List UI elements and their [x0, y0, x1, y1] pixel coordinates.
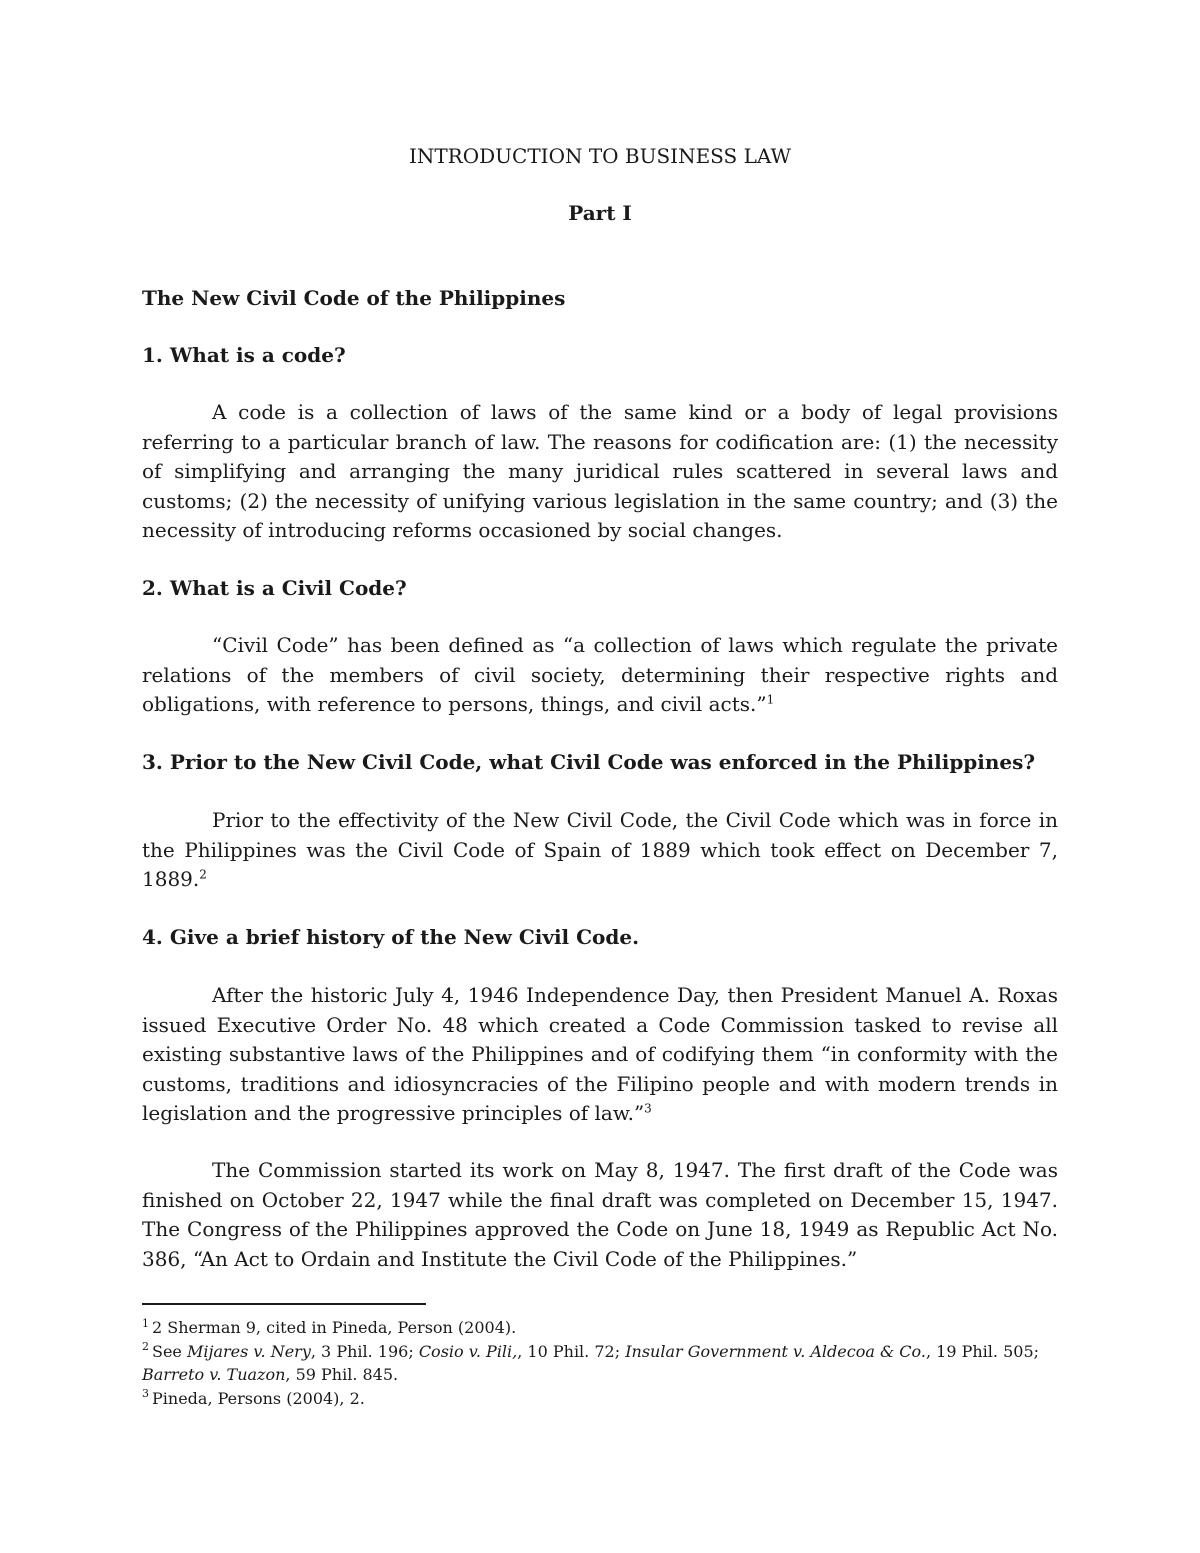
footnote-2-see: See — [152, 1341, 187, 1361]
question-2-heading: 2. What is a Civil Code? — [142, 576, 407, 600]
footnote-2-case-2: Cosio v. Pili, — [418, 1341, 518, 1361]
footnote-3 — [142, 1387, 1058, 1411]
footnote-2-cite-4: , 59 Phil. 845. — [285, 1365, 399, 1384]
answer-4-paragraph-2: The Commission started its work on May 8, 1947. The first draft of the Code was finished on October 22, 1947 while the final draft was completed on December 15, 1947. The Congress of the Philippines approved the Code on June 18, 1949 as Republic Act No. 386, “An Act to Ordain and Institute the Civil Code of the Philippines.” — [142, 1158, 1058, 1271]
footnote-1-text: 2 Sherman 9, cited in Pineda, Person (2004). — [152, 1318, 517, 1337]
question-3-heading: 3. Prior to the New Civil Code, what Civil Code was enforced in the Philippines? — [142, 750, 1036, 774]
footnote-ref-3[interactable]: 3 — [644, 1101, 652, 1116]
footnote-2-cite-2: , 10 Phil. 72; — [517, 1341, 626, 1361]
part-label: Part I — [568, 201, 632, 225]
answer-2-paragraph — [142, 631, 1058, 720]
footnote-2 — [142, 1340, 1058, 1387]
footnote-2-case-1: Mijares v. Nery — [186, 1341, 311, 1361]
footnote-ref-2[interactable]: 2 — [199, 867, 207, 882]
answer-2-text: “Civil Code” has been defined as “a collection of laws which regulate the private relations of the members of civil society, determining their respective rights and obligations, with reference to persons, things, and civil acts.” — [142, 633, 1058, 716]
footnote-2-cite-3: , 19 Phil. 505; — [925, 1341, 1040, 1361]
question-4-heading: 4. Give a brief history of the New Civil Code. — [142, 925, 640, 949]
document-title: INTRODUCTION TO BUSINESS LAW — [408, 144, 792, 168]
chapter-heading: The New Civil Code of the Philippines — [142, 286, 566, 310]
answer-3-text: Prior to the effectivity of the New Civil Code, the Civil Code which was in force in the Philippines was the Civil Code of Spain of 1889 which took effect on December 7, 1889. — [142, 808, 1058, 891]
footnote-2-cite-1: , 3 Phil. 196; — [310, 1341, 419, 1361]
answer-4-paragraph-1 — [142, 981, 1058, 1129]
answer-4-text-1: After the historic July 4, 1946 Independence Day, then President Manuel A. Roxas issued Executive Order No. 48 which created a Code Commission tasked to revise all existing substantive laws of the Philippines and of codifying them “in conformity with the customs, traditions and idiosyncracies of the Filipino people and with modern trends in legislation and the progressive principles of law.” — [142, 983, 1058, 1125]
footnote-1 — [142, 1316, 1058, 1340]
answer-1-paragraph: A code is a collection of laws of the same kind or a body of legal provisions referring to a particular branch of law. The reasons for codification are: (1) the necessity of simplifying and arranging the many juridical rules scattered in several laws and customs; (2) the necessity of unifying various legislation in the same country; and (3) the necessity of introducing reforms occasioned by social changes. — [142, 400, 1058, 542]
footnote-divider — [142, 1303, 426, 1305]
footnote-2-number: 2 — [142, 1340, 149, 1354]
footnote-ref-1[interactable]: 1 — [766, 692, 775, 707]
footnote-3-number: 3 — [142, 1387, 149, 1401]
answer-3-paragraph — [142, 806, 1058, 895]
footnotes — [142, 1316, 1058, 1410]
footnote-2-case-4: Barreto v. Tuazon — [142, 1365, 286, 1384]
question-1-heading: 1. What is a code? — [142, 343, 346, 367]
footnote-3-text: Pineda, Persons (2004), 2. — [152, 1388, 365, 1408]
footnote-1-number: 1 — [142, 1316, 149, 1330]
footnote-2-case-3: Insular Government v. Aldecoa & Co. — [625, 1341, 926, 1361]
